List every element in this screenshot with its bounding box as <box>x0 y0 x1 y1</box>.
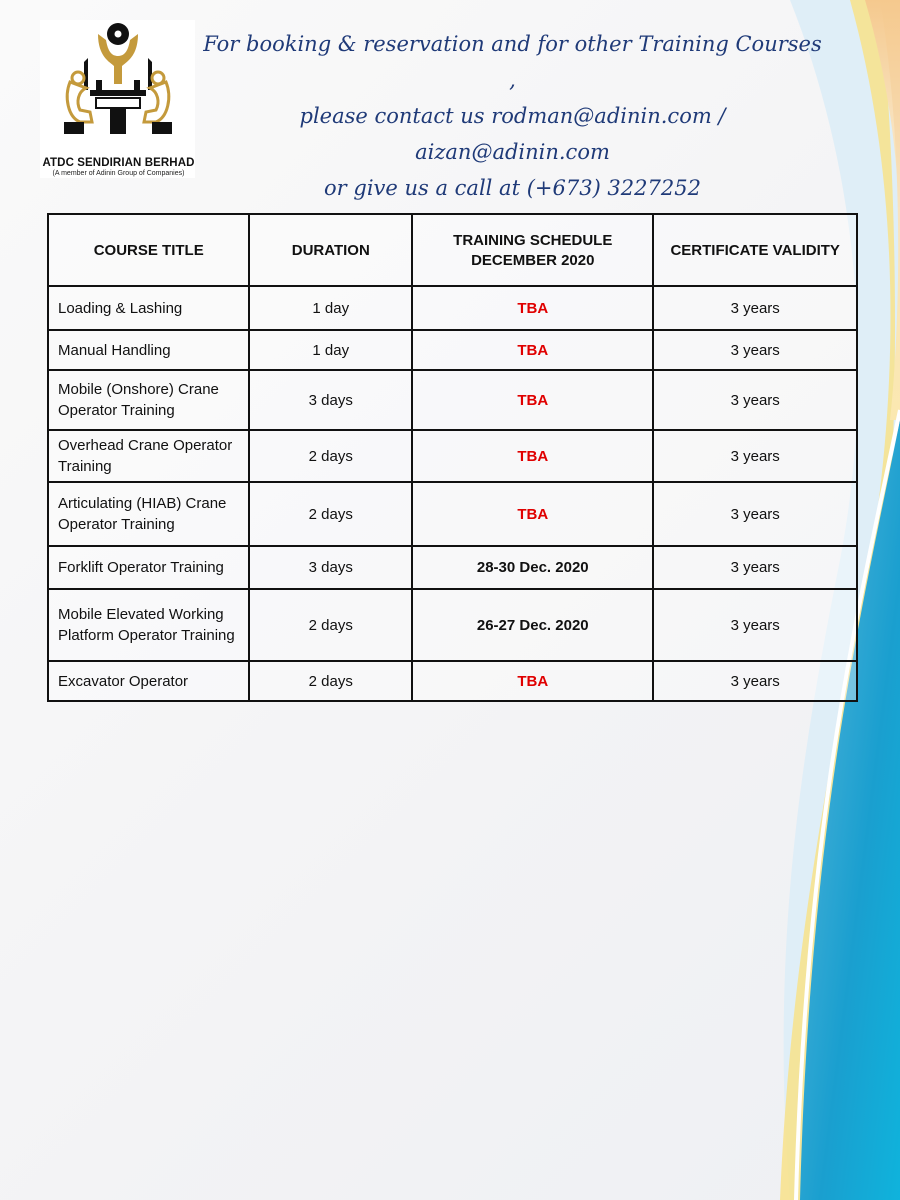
schedule-cell: TBA <box>412 286 653 330</box>
duration-cell: 3 days <box>249 370 412 430</box>
table-row <box>48 546 857 589</box>
duration-cell: 2 days <box>249 430 412 482</box>
duration-cell: 1 day <box>249 286 412 330</box>
duration-cell: 2 days <box>249 589 412 661</box>
table-row <box>48 286 857 330</box>
validity-cell: 3 years <box>653 589 857 661</box>
header-certificate-validity: CERTIFICATE VALIDITY <box>653 214 857 286</box>
duration-cell: 1 day <box>249 330 412 370</box>
course-title-cell: Forklift Operator Training <box>48 546 249 589</box>
course-title-cell: Excavator Operator <box>48 661 249 701</box>
table-row <box>48 330 857 370</box>
header-duration: DURATION <box>249 214 412 286</box>
course-title-cell: Overhead Crane Operator Training <box>48 430 249 482</box>
table-row <box>48 430 857 482</box>
company-logo <box>40 20 195 178</box>
header-course-title: COURSE TITLE <box>48 214 249 286</box>
company-name: ATDC SENDIRIAN BERHAD <box>42 157 195 169</box>
schedule-cell: 28-30 Dec. 2020 <box>412 546 653 589</box>
header-schedule-line-1: TRAINING SCHEDULE <box>453 231 613 249</box>
validity-cell: 3 years <box>653 286 857 330</box>
table-row <box>48 661 857 701</box>
contact-line-1: For booking & reservation and for other Training Courses , <box>203 32 822 92</box>
schedule-cell: 26-27 Dec. 2020 <box>412 589 653 661</box>
duration-cell: 2 days <box>249 482 412 546</box>
header-schedule-line-2: DECEMBER 2020 <box>471 251 595 269</box>
validity-cell: 3 years <box>653 330 857 370</box>
course-title-cell: Mobile Elevated Working Platform Operator Training <box>48 589 249 661</box>
duration-cell: 2 days <box>249 661 412 701</box>
table-row <box>48 589 857 661</box>
validity-cell: 3 years <box>653 482 857 546</box>
table-row <box>48 482 857 546</box>
validity-cell: 3 years <box>653 430 857 482</box>
training-schedule-table <box>47 213 858 702</box>
schedule-cell: TBA <box>412 370 653 430</box>
schedule-cell: TBA <box>412 430 653 482</box>
table-row <box>48 370 857 430</box>
course-title-cell: Mobile (Onshore) Crane Operator Training <box>48 370 249 430</box>
header-training-schedule <box>412 214 653 286</box>
duration-cell: 3 days <box>249 546 412 589</box>
course-title-cell: Articulating (HIAB) Crane Operator Training <box>48 482 249 546</box>
table-header-row <box>48 214 857 286</box>
schedule-cell: TBA <box>412 330 653 370</box>
contact-info <box>200 26 825 206</box>
logo-emblem-icon <box>62 22 174 140</box>
company-tagline: (A member of Adinin Group of Companies) <box>52 170 185 177</box>
course-title-cell: Manual Handling <box>48 330 249 370</box>
contact-line-3: or give us a call at (+673) 3227252 <box>324 176 701 200</box>
validity-cell: 3 years <box>653 661 857 701</box>
contact-line-2: please contact us rodman@adinin.com / aizan@adinin.com <box>299 104 726 164</box>
course-title-cell: Loading & Lashing <box>48 286 249 330</box>
schedule-cell: TBA <box>412 661 653 701</box>
validity-cell: 3 years <box>653 370 857 430</box>
validity-cell: 3 years <box>653 546 857 589</box>
schedule-cell: TBA <box>412 482 653 546</box>
